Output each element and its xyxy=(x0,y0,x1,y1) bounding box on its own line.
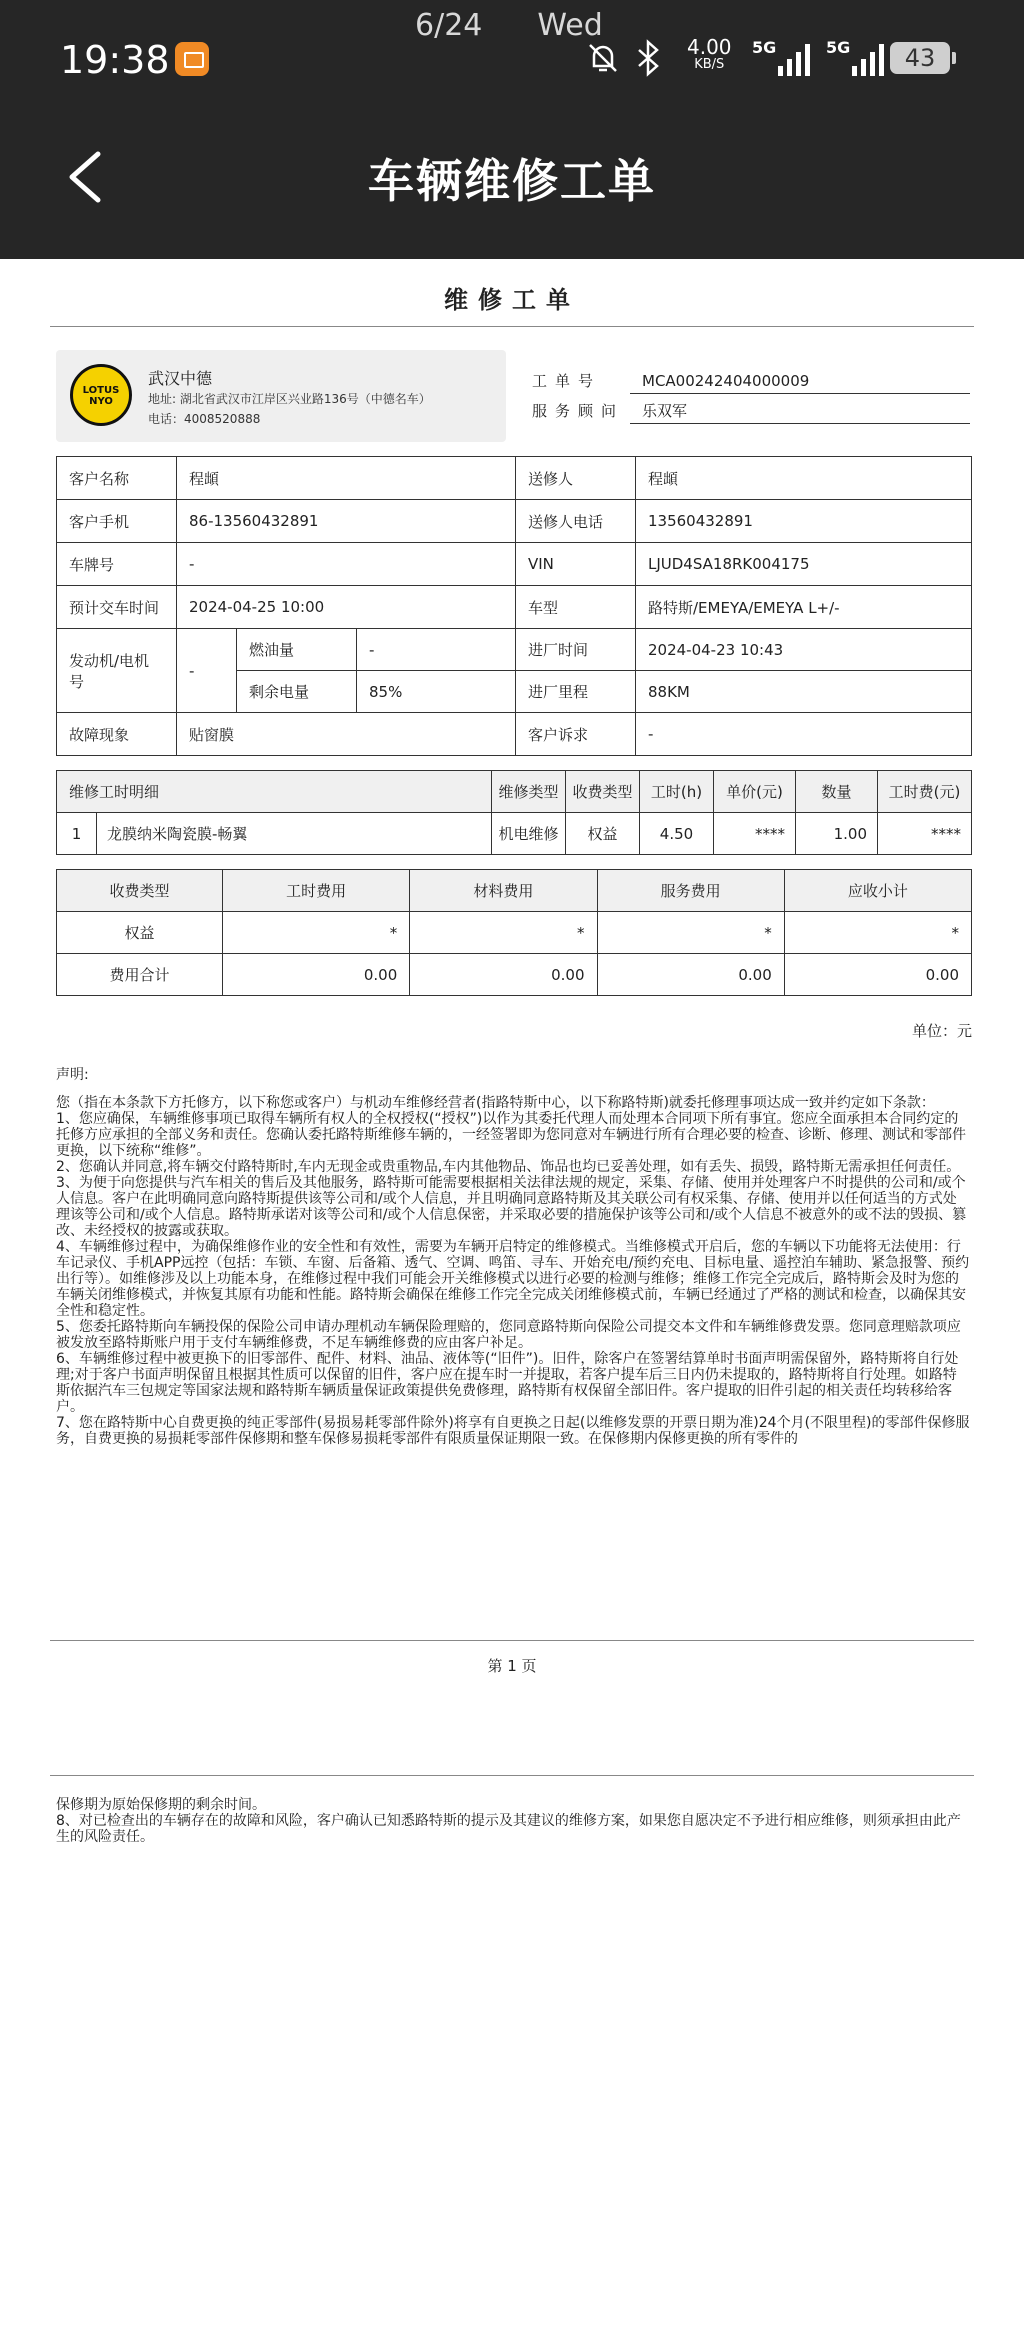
table-cell: 龙膜纳米陶瓷膜-畅翼 xyxy=(97,813,492,855)
column-header: 维修工时明细 xyxy=(57,771,492,813)
network-speed-value: 4.00 xyxy=(687,35,732,59)
status-weekday: Wed xyxy=(537,8,603,43)
mute-bell-icon xyxy=(585,40,621,76)
cell-label: VIN xyxy=(516,543,636,586)
cell-value: 88KM xyxy=(636,671,972,713)
declaration-paragraph: 8、对已检查出的车辆存在的故障和风险，客户确认已知悉路特斯的提示及其建议的维修方案，如果您自愿决定不予进行相应维修，则须承担由此产生的风险责任。 xyxy=(56,1813,961,1845)
cell-label: 送修人 xyxy=(516,457,636,500)
table-cell: **** xyxy=(878,813,972,855)
table-row xyxy=(57,813,972,855)
column-header: 工时费(元) xyxy=(878,771,972,813)
currency-unit: 单位：元 xyxy=(911,1022,972,1040)
cell-label: 故障现象 xyxy=(57,713,177,756)
table-cell: 0.00 xyxy=(784,954,971,996)
cell-value: 85% xyxy=(357,671,516,713)
table-cell: * xyxy=(784,912,971,954)
bluetooth-icon xyxy=(633,38,663,78)
column-header: 收费类型 xyxy=(57,870,223,912)
column-header: 收费类型 xyxy=(566,771,640,813)
cell-label: 客户诉求 xyxy=(516,713,636,756)
cell-label: 进厂时间 xyxy=(516,629,636,671)
order-no-label: 工单号 xyxy=(532,372,602,390)
cell-value: 程䪼 xyxy=(177,457,516,500)
app-header xyxy=(0,0,1024,259)
fee-table xyxy=(56,869,972,996)
dealer-info xyxy=(56,350,506,442)
page-divider xyxy=(50,1775,974,1776)
declaration-title: 声明: xyxy=(56,1067,89,1083)
page-divider xyxy=(50,1640,974,1641)
declaration-paragraph: 保修期为原始保修期的剩余时间。 xyxy=(56,1797,266,1813)
table-cell: 1.00 xyxy=(796,813,878,855)
table-cell: 0.00 xyxy=(223,954,410,996)
dealer-name: 武汉中德 xyxy=(148,369,213,388)
network-speed-unit: KB/S xyxy=(694,57,725,72)
declaration-paragraph: 1、您应确保，车辆维修事项已取得车辆所有权人的全权授权(“授权”)以作为其委托代理人而处理本合同项下所有事宜。您应全面承担本合同约定的托修方应承担的全部义务和责任。您确认委托路特斯维修车辆的，一经签署即为您同意对车辆进行所有合理必要的检查、诊断、修理、测试和零部件更换，以下统称“维修”。 xyxy=(56,1111,966,1159)
lotus-logo-text: LOTUS NYO xyxy=(82,385,120,407)
title-divider xyxy=(50,326,974,327)
cell-label: 剩余电量 xyxy=(237,671,357,713)
table-cell: 权益 xyxy=(57,912,223,954)
notification-app-icon xyxy=(175,42,209,76)
status-date-value: 6/24 xyxy=(415,8,483,43)
column-header: 材料费用 xyxy=(410,870,597,912)
table-row xyxy=(57,912,972,954)
cell-label: 车牌号 xyxy=(57,543,177,586)
table-cell: **** xyxy=(714,813,796,855)
column-header: 工时(h) xyxy=(640,771,714,813)
battery-icon: 43 xyxy=(890,42,950,74)
cell-value: 程䪼 xyxy=(636,457,972,500)
network-type-1: 5G xyxy=(752,38,777,57)
declaration-paragraph: 4、车辆维修过程中，为确保维修作业的安全性和有效性，需要为车辆开启特定的维修模式。当维修模式开启后，您的车辆以下功能将无法使用：行车记录仪、手机APP远控（包括：车锁、车窗、后备箱、透气、空调、鸣笛、寻车、开始充电/预约充电、目标电量、遥控泊车辅助、紧急报警、预约出行等）。如维修涉及以上功能本身，在维修过程中我们可能会开关维修模式以进行必要的检测与维修；维修工作完全完成后，路特斯会及时为您的车辆关闭维修模式，并恢复其原有功能和性能。路特斯会确保在维修工作完全完成关闭维修模式前，车辆已经通过了严格的测试和检查，以确保其安全性和稳定性。 xyxy=(56,1239,970,1319)
cell-label: 车型 xyxy=(516,586,636,629)
declaration xyxy=(56,1067,970,1447)
document-title: 维修工单 xyxy=(444,286,580,314)
cell-value: 路特斯/EMEYA/EMEYA L+/- xyxy=(636,586,972,629)
column-header: 工时费用 xyxy=(223,870,410,912)
advisor-value: 乐双军 xyxy=(630,400,970,424)
table-row xyxy=(57,586,972,629)
status-date xyxy=(415,8,603,43)
signal-strength-icon xyxy=(778,42,810,76)
cell-value: 86-13560432891 xyxy=(177,500,516,543)
cell-value: - xyxy=(636,713,972,756)
table-row xyxy=(57,500,972,543)
table-row xyxy=(57,543,972,586)
order-no-value: MCA00242404000009 xyxy=(630,370,970,394)
cell-value: - xyxy=(177,629,237,713)
table-cell: 权益 xyxy=(566,813,640,855)
cell-value: - xyxy=(177,543,516,586)
table-cell: 费用合计 xyxy=(57,954,223,996)
cell-label: 客户名称 xyxy=(57,457,177,500)
declaration-continued xyxy=(56,1797,970,1845)
column-header: 服务费用 xyxy=(597,870,784,912)
table-cell: * xyxy=(597,912,784,954)
page-number: 第 1 页 xyxy=(487,1657,537,1675)
dealer-phone: 电话：4008520888 xyxy=(148,412,261,426)
column-header: 单价(元) xyxy=(714,771,796,813)
vehicle-info-table xyxy=(56,456,972,756)
cell-value: 2024-04-25 10:00 xyxy=(177,586,516,629)
labor-table xyxy=(56,770,972,855)
signal-strength-icon-2 xyxy=(852,42,884,76)
column-header: 应收小计 xyxy=(784,870,971,912)
table-cell: * xyxy=(410,912,597,954)
network-type-2: 5G xyxy=(826,38,851,57)
cell-label: 客户手机 xyxy=(57,500,177,543)
table-header-row xyxy=(57,771,972,813)
declaration-paragraph: 3、为便于向您提供与汽车相关的售后及其他服务，路特斯可能需要根据相关法律法规的规定，采集、存储、使用并处理客户不时提供的公司和/或个人信息。客户在此明确同意向路特斯提供该等公司和/或个人信息，并且明确同意路特斯及其关联公司有权采集、存储、使用并以任何适当的方式处理该等公司和/或个人信息。路特斯承诺对该等公司和/或个人信息保密，并采取必要的措施保护该等公司和/或个人信息不被意外的或不法的毁损、篡改、未经授权的披露或获取。 xyxy=(56,1175,967,1239)
status-time: 19:38 xyxy=(60,38,170,82)
lotus-logo xyxy=(70,364,132,426)
declaration-paragraph: 7、您在路特斯中心自费更换的纯正零部件(易损易耗零部件除外)将享有自更换之日起(以维修发票的开票日期为准)24个月(不限里程)的零部件保修服务，自费更换的易损耗零部件保修期和整车保修易损耗零部件有限质量保证期限一致。在保修期内保修更换的所有零件的 xyxy=(56,1415,970,1447)
table-cell: 1 xyxy=(57,813,97,855)
table-cell: 4.50 xyxy=(640,813,714,855)
dealer-address: 地址: 湖北省武汉市江岸区兴业路136号（中德名车） xyxy=(148,392,431,406)
cell-label: 进厂里程 xyxy=(516,671,636,713)
column-header: 维修类型 xyxy=(492,771,566,813)
cell-value: 贴窗膜 xyxy=(177,713,516,756)
declaration-paragraph: 您（指在本条款下方托修方，以下称您或客户）与机动车维修经营者(指路特斯中心，以下称路特斯)就委托修理事项达成一致并约定如下条款： xyxy=(56,1095,935,1111)
cell-label: 燃油量 xyxy=(237,629,357,671)
table-row xyxy=(57,713,972,756)
page-title: 车辆维修工单 xyxy=(368,154,656,208)
cell-label: 预计交车时间 xyxy=(57,586,177,629)
table-row xyxy=(57,457,972,500)
cell-value: 2024-04-23 10:43 xyxy=(636,629,972,671)
cell-label: 送修人电话 xyxy=(516,500,636,543)
table-cell: 0.00 xyxy=(410,954,597,996)
cell-label: 发动机/电机号 xyxy=(57,629,177,713)
declaration-paragraph: 5、您委托路特斯向车辆投保的保险公司申请办理机动车辆保险理赔的，您同意路特斯向保险公司提交本文件和车辆维修费发票。您同意理赔款项应被发放至路特斯账户用于支付车辆维修费，不足车辆维修费的应由客户补足。 xyxy=(56,1319,961,1351)
declaration-paragraph: 6、车辆维修过程中被更换下的旧零部件、配件、材料、油品、液体等(“旧件”)。旧件，除客户在签署结算单时书面声明需保留外，路特斯将自行处理;对于客户书面声明保留且根据其性质可以保留的旧件，客户应在提车时一并提取，若客户提车后三日内仍未提取的，路特斯将自行处理。如路特斯依据汽车三包规定等国家法规和路特斯车辆质量保证政策提供免费修理，路特斯有权保留全部旧件。客户提取的旧件引起的相关责任均转移给客户。 xyxy=(56,1351,959,1415)
table-cell: 机电维修 xyxy=(492,813,566,855)
cell-value: LJUD4SA18RK004175 xyxy=(636,543,972,586)
table-row xyxy=(57,629,972,671)
network-speed xyxy=(687,35,732,74)
column-header: 数量 xyxy=(796,771,878,813)
cell-value: - xyxy=(357,629,516,671)
declaration-paragraph: 2、您确认并同意,将车辆交付路特斯时,车内无现金或贵重物品,车内其他物品、饰品也均已妥善处理，如有丢失、损毁，路特斯无需承担任何责任。 xyxy=(56,1159,961,1175)
table-row xyxy=(57,954,972,996)
cell-value: 13560432891 xyxy=(636,500,972,543)
advisor-label: 服务顾问 xyxy=(532,402,625,420)
table-cell: 0.00 xyxy=(597,954,784,996)
table-header-row xyxy=(57,870,972,912)
table-cell: * xyxy=(223,912,410,954)
